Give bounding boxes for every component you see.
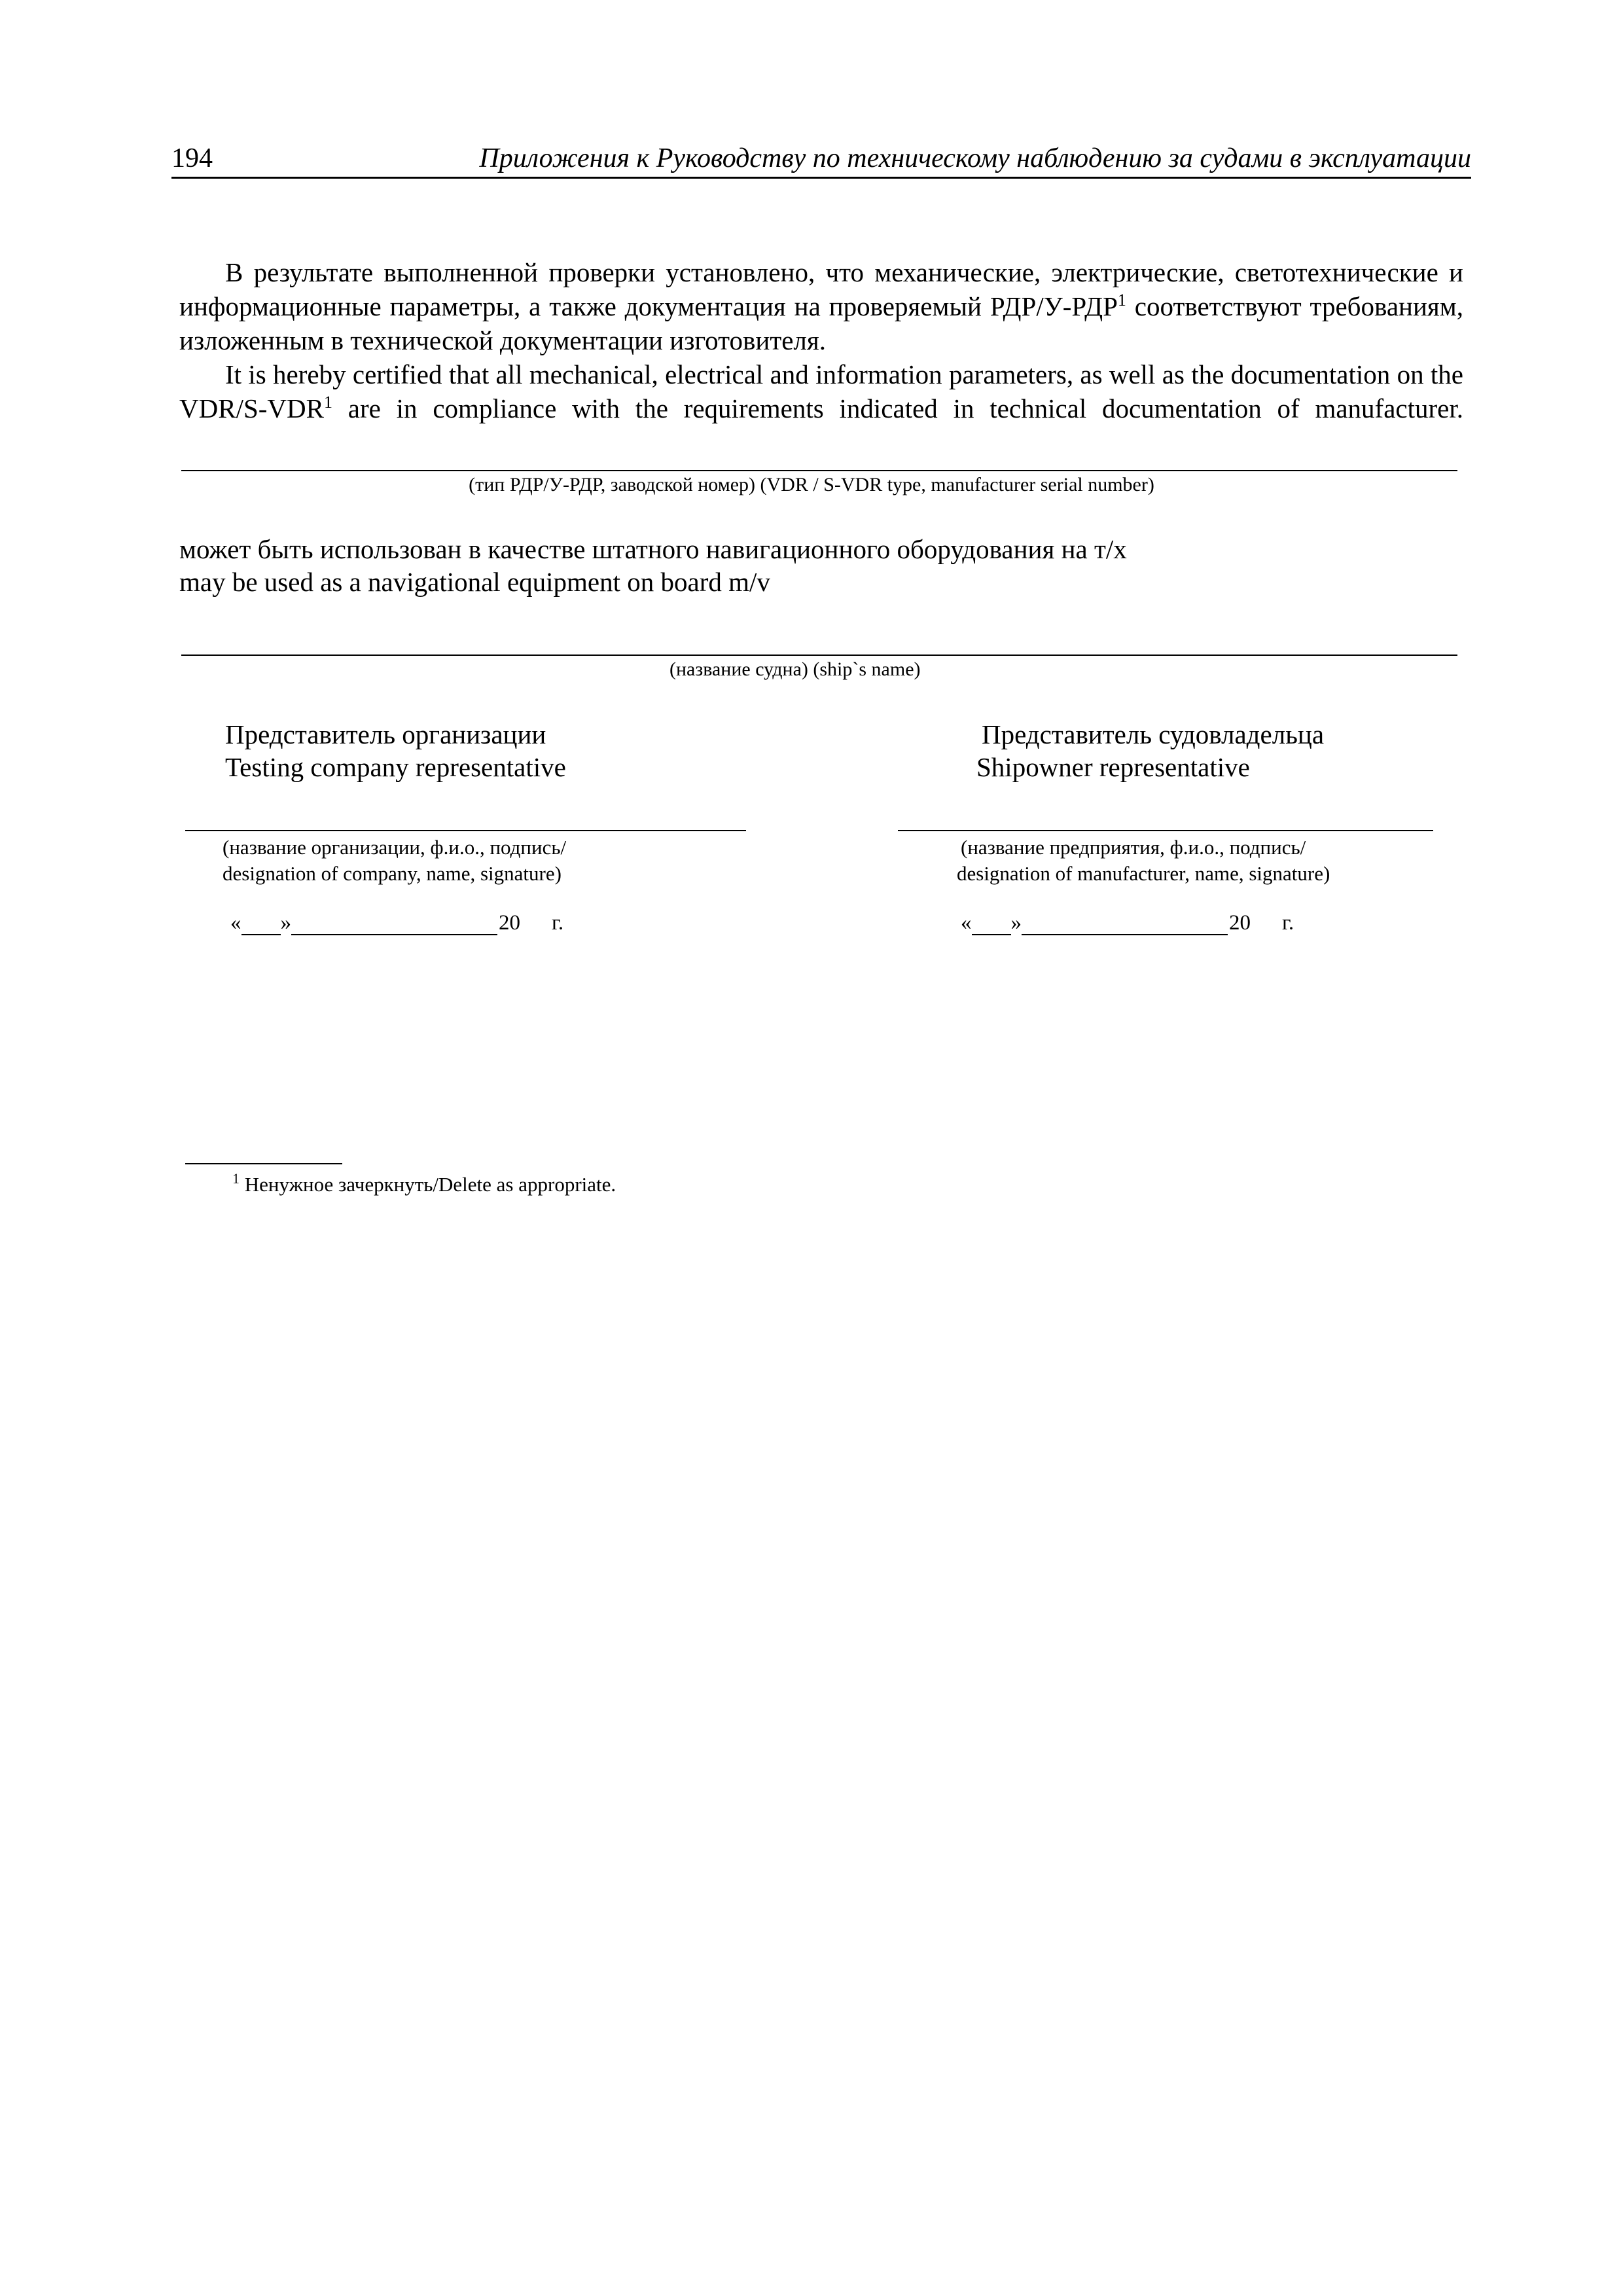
header-rule: [171, 177, 1471, 179]
shipowner-rep-caption-ru: (название предприятия, ф.и.о., подпись/: [961, 836, 1306, 859]
testing-rep-title-ru: Представитель организации: [225, 719, 546, 749]
running-title: Приложения к Руководству по техническому наблюдению за судами в эксплуатации: [479, 143, 1471, 173]
footnote-text: Ненужное зачеркнуть/Delete as appropriate.: [240, 1173, 616, 1196]
shipowner-rep-caption-en: designation of manufacturer, name, signature): [957, 862, 1330, 885]
year-prefix: 20: [499, 911, 520, 935]
year-suffix: г.: [552, 911, 564, 935]
ship-name-caption: (название судна) (ship`s name): [669, 658, 921, 680]
testing-rep-caption-en: designation of company, name, signature): [223, 862, 562, 885]
ship-name-fill-line[interactable]: [181, 655, 1457, 656]
year-suffix: г.: [1282, 911, 1294, 935]
page-number: 194: [171, 143, 213, 173]
testing-rep-title-en: Testing company representative: [225, 752, 566, 782]
footnote-ref: 1: [1117, 291, 1126, 310]
open-quote: «: [961, 911, 972, 935]
month-blank[interactable]: [1022, 913, 1228, 935]
usage-en: may be used as a navigational equipment on board m/v: [179, 567, 770, 597]
testing-rep-date: [230, 911, 563, 935]
testing-rep-signature-line[interactable]: [185, 830, 746, 831]
day-blank[interactable]: [972, 913, 1011, 935]
certification-text: [179, 255, 1463, 425]
usage-ru: может быть использован в качестве штатного навигационного оборудования на т/х: [179, 534, 1127, 564]
day-blank[interactable]: [241, 913, 281, 935]
shipowner-rep-signature-line[interactable]: [898, 830, 1433, 831]
testing-rep-caption-ru: (название организации, ф.и.о., подпись/: [223, 836, 567, 859]
year-prefix: 20: [1229, 911, 1251, 935]
footnote-mark: 1: [232, 1170, 240, 1187]
shipowner-rep-date: [961, 911, 1294, 935]
certification-ru: В результате выполненной проверки установлено, что механические, электрические, светотехнические и информационные параметры, а также документация на проверяемый РДР/У-РДР$^1$ соответствуют требованиям, изложенным в технической документации изготовителя.: [179, 257, 1463, 355]
month-blank[interactable]: [291, 913, 497, 935]
certification-en: It is hereby certified that all mechanical, electrical and information parameters, as well as the documentation on the VDR/S-VDR$^1$ are in compliance with the requirements indicated in technical documentation of manufacturer.: [179, 359, 1463, 423]
open-quote: «: [230, 911, 241, 935]
footnote-ref: 1: [323, 393, 332, 412]
equipment-caption: (тип РДР/У-РДР, заводской номер) (VDR / S-VDR type, manufacturer serial number): [469, 474, 1154, 495]
equipment-fill-line[interactable]: [181, 470, 1457, 471]
shipowner-rep-title-en: Shipowner representative: [976, 752, 1250, 782]
footnote-rule: [185, 1163, 342, 1164]
shipowner-rep-title-ru: Представитель судовладельца: [982, 719, 1325, 749]
footnote: [232, 1170, 616, 1196]
close-quote: »: [1010, 911, 1022, 935]
close-quote: »: [280, 911, 291, 935]
